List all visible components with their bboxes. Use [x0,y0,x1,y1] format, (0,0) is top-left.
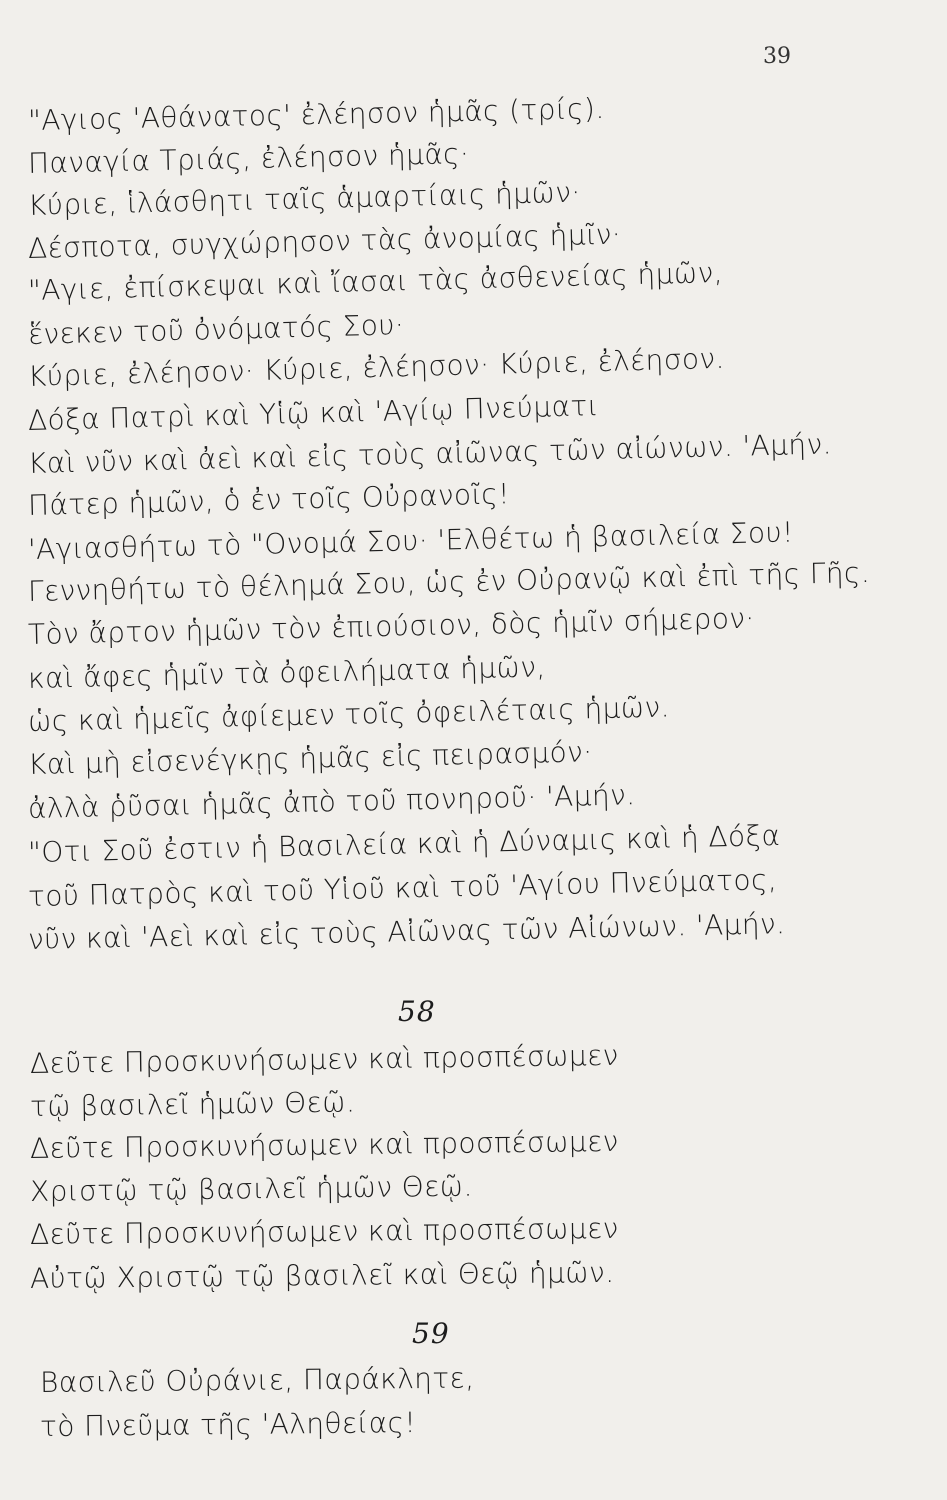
text-line: Παναγία Τριάς, ἐλέησον ἡμᾶς· [27,136,470,180]
text-line: Πάτερ ἡμῶν, ὁ ἐν τοῖς Οὐρανοῖς! [27,477,511,522]
text-line: Αὐτῷ Χριστῷ τῷ βασιλεῖ καὶ Θεῷ ἡμῶν. [29,1255,615,1295]
text-line: Δεῦτε Προσκυνήσωμεν καὶ προσπέσωμεν [29,1124,619,1165]
text-line: Βασιλεῦ Οὐράνιε, Παράκλητε, [39,1361,475,1399]
text-line: Δεῦτε Προσκυνήσωμεν καὶ προσπέσωμεν [29,1211,619,1251]
text-line: Καὶ νῦν καὶ ἀεὶ καὶ εἰς τοὺς αἰῶνας τῶν αἰώνων. 'Αμήν. [27,427,833,480]
text-line: Δόξα Πατρὶ καὶ Υἱῷ καὶ 'Αγίῳ Πνεύματι [27,389,600,437]
text-line: καὶ ἄφες ἡμῖν τὰ ὀφειλήματα ἡμῶν, [27,650,547,695]
text-line: τοῦ Πατρὸς καὶ τοῦ Υἱοῦ καὶ τοῦ 'Αγίου Πνεύματος, [27,863,778,913]
text-line: Δεῦτε Προσκυνήσωμεν καὶ προσπέσωμεν [29,1038,619,1080]
text-line: Δέσποτα, συγχώρησον τὰς ἀνομίας ἡμῖν· [27,217,622,265]
text-line: "Αγιε, ἐπίσκεψαι καὶ ἴασαι τὰς ἀσθενείας ἡμῶν, [27,255,724,307]
text-line: νῦν καὶ 'Αεὶ καὶ εἰς τοὺς Αἰῶνας τῶν Αἰώνων. 'Αμήν. [27,907,786,956]
text-line: ἀλλὰ ῥῦσαι ἡμᾶς ἀπὸ τοῦ πονηροῦ· 'Αμήν. [27,778,636,825]
text-line: "Αγιος 'Αθάνατος' ἐλέησον ἡμᾶς (τρίς). [27,91,605,137]
text-line: τὸ Πνεῦμα τῆς 'Αληθείας! [39,1406,417,1443]
section-number-58: 58 [398,995,436,1028]
text-line: Κύριε, ἱλάσθητι ταῖς ἁμαρτίαις ἡμῶν· [27,175,581,222]
text-line: τῷ βασιλεῖ ἡμῶν Θεῷ. [29,1085,356,1123]
text-line: Γεννηθήτω τὸ θέλημά Σου, ὡς ἐν Οὐρανῷ καὶ ἐπὶ τῆς Γῆς. [27,555,871,608]
text-line: "Οτι Σοῦ ἐστιν ἡ Βασιλεία καὶ ἡ Δύναμις καὶ ἡ Δόξα [27,818,781,869]
text-line: Κύριε, ἐλέησον· Κύριε, ἐλέησον· Κύριε, ἐλέησον. [27,341,726,393]
text-line: ὡς καὶ ἡμεῖς ἀφίεμεν τοῖς ὀφειλέταις ἡμῶν. [27,690,671,738]
text-line: Τὸν ἄρτον ἡμῶν τὸν ἐπιούσιον, δὸς ἡμῖν σήμερον· [27,601,755,651]
page-number: 39 [763,44,791,69]
text-line: ἕνεκεν τοῦ ὀνόματός Σου· [27,308,405,351]
text-line: 'Αγιασθήτω τὸ "Ονομά Σου· 'Ελθέτω ἡ βασιλεία Σου! [27,515,795,566]
text-line: Καὶ μὴ εἰσενέγκῃς ἡμᾶς εἰς πειρασμόν· [27,735,593,781]
section-number-59: 59 [412,1317,450,1350]
text-line: Χριστῷ τῷ βασιλεῖ ἡμῶν Θεῷ. [29,1169,473,1208]
